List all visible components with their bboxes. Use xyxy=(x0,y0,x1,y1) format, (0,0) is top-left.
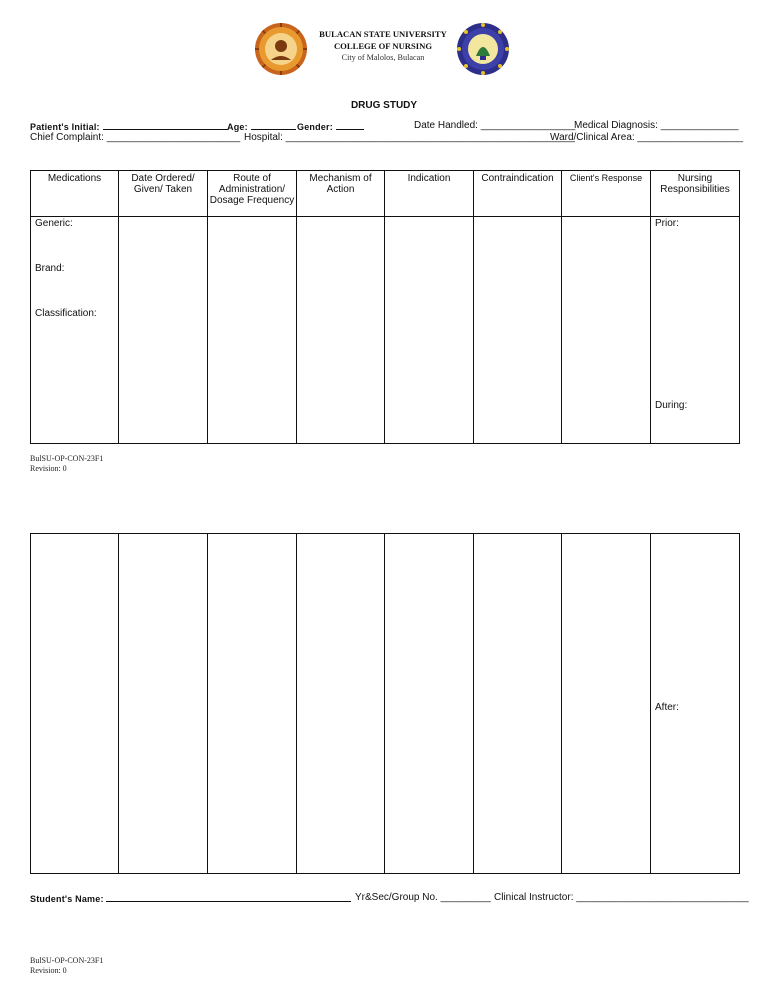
age-label: Age: xyxy=(227,122,248,132)
letterhead xyxy=(254,22,512,78)
medical-diagnosis-field[interactable]: Medical Diagnosis: ______________ xyxy=(574,120,739,131)
form-code: BulSU-OP-CON-23F1 xyxy=(30,454,104,463)
medications-cell[interactable] xyxy=(31,534,119,874)
gender-label: Gender: xyxy=(297,122,333,132)
nursing-responsibilities-cell[interactable] xyxy=(651,534,740,874)
student-name-blank[interactable] xyxy=(106,892,351,902)
contraindication-cell[interactable] xyxy=(474,217,562,444)
route-dosage-cell[interactable] xyxy=(208,534,297,874)
clients-response-cell[interactable] xyxy=(562,534,651,874)
form-code-block xyxy=(30,956,103,976)
header-route-dosage: Route of Administration/ Dosage Frequency xyxy=(208,171,297,217)
classification-label: Classification: xyxy=(35,308,97,319)
college-name: COLLEGE OF NURSING xyxy=(333,40,433,51)
prior-label: Prior: xyxy=(655,218,679,229)
during-label: During: xyxy=(655,400,688,411)
patient-info-row xyxy=(30,120,738,132)
header-date-ordered: Date Ordered/ Given/ Taken xyxy=(119,171,208,217)
nursing-responsibilities-cell[interactable] xyxy=(651,217,740,444)
university-name: BULACAN STATE UNIVERSITY xyxy=(319,29,447,39)
header-nursing-responsibilities: Nursing Responsibilities xyxy=(651,171,740,217)
header-medications: Medications xyxy=(31,171,119,217)
clients-response-cell[interactable] xyxy=(562,217,651,444)
after-label: After: xyxy=(655,702,679,713)
indication-cell[interactable] xyxy=(385,534,474,874)
clinical-instructor-field[interactable]: Clinical Instructor: _______________________________ xyxy=(494,892,749,903)
patient-info-row xyxy=(30,132,744,144)
revision-number: Revision: 0 xyxy=(30,464,67,473)
patient-initial-label: Patient's Initial: xyxy=(30,122,100,132)
mechanism-cell[interactable] xyxy=(297,534,385,874)
hospital-field[interactable]: Hospital: ____________________________________________________ xyxy=(244,132,575,143)
header-clients-response: Client's Response xyxy=(562,171,651,217)
form-code-block xyxy=(30,454,103,474)
chief-complaint-field[interactable]: Chief Complaint: ________________________ xyxy=(30,132,241,143)
patient-initial-blank[interactable] xyxy=(103,120,228,130)
date-ordered-cell[interactable] xyxy=(119,534,208,874)
table-row xyxy=(31,534,740,874)
student-name-field[interactable] xyxy=(30,892,351,905)
yrsec-group-field[interactable]: Yr&Sec/Group No. _________ xyxy=(355,892,491,903)
drug-study-table xyxy=(30,170,740,444)
mechanism-cell[interactable] xyxy=(297,217,385,444)
age-blank[interactable] xyxy=(251,120,296,130)
generic-label: Generic: xyxy=(35,218,73,229)
drug-study-continuation-table xyxy=(30,533,740,874)
table-row xyxy=(31,217,740,444)
date-ordered-cell[interactable] xyxy=(119,217,208,444)
university-name-block xyxy=(310,29,456,64)
header-contraindication: Contraindication xyxy=(474,171,562,217)
table-header-row xyxy=(31,171,740,217)
medications-cell[interactable] xyxy=(31,217,119,444)
college-of-nursing-seal-icon xyxy=(456,22,510,76)
university-seal-icon xyxy=(254,22,308,76)
route-dosage-cell[interactable] xyxy=(208,217,297,444)
header-indication: Indication xyxy=(385,171,474,217)
ward-clinical-area-field[interactable]: Ward/Clinical Area: ___________________ xyxy=(550,132,744,143)
student-info-row xyxy=(30,892,749,904)
student-name-label: Student's Name: xyxy=(30,894,104,904)
gender-blank[interactable] xyxy=(336,120,364,130)
university-location: City of Malolos, Bulacan xyxy=(341,53,425,62)
form-code: BulSU-OP-CON-23F1 xyxy=(30,956,104,965)
date-handled-field[interactable]: Date Handled: _________________ xyxy=(414,120,576,131)
indication-cell[interactable] xyxy=(385,217,474,444)
page-title: DRUG STUDY xyxy=(350,100,418,111)
brand-label: Brand: xyxy=(35,263,65,274)
contraindication-cell[interactable] xyxy=(474,534,562,874)
header-mechanism: Mechanism of Action xyxy=(297,171,385,217)
revision-number: Revision: 0 xyxy=(30,966,67,975)
